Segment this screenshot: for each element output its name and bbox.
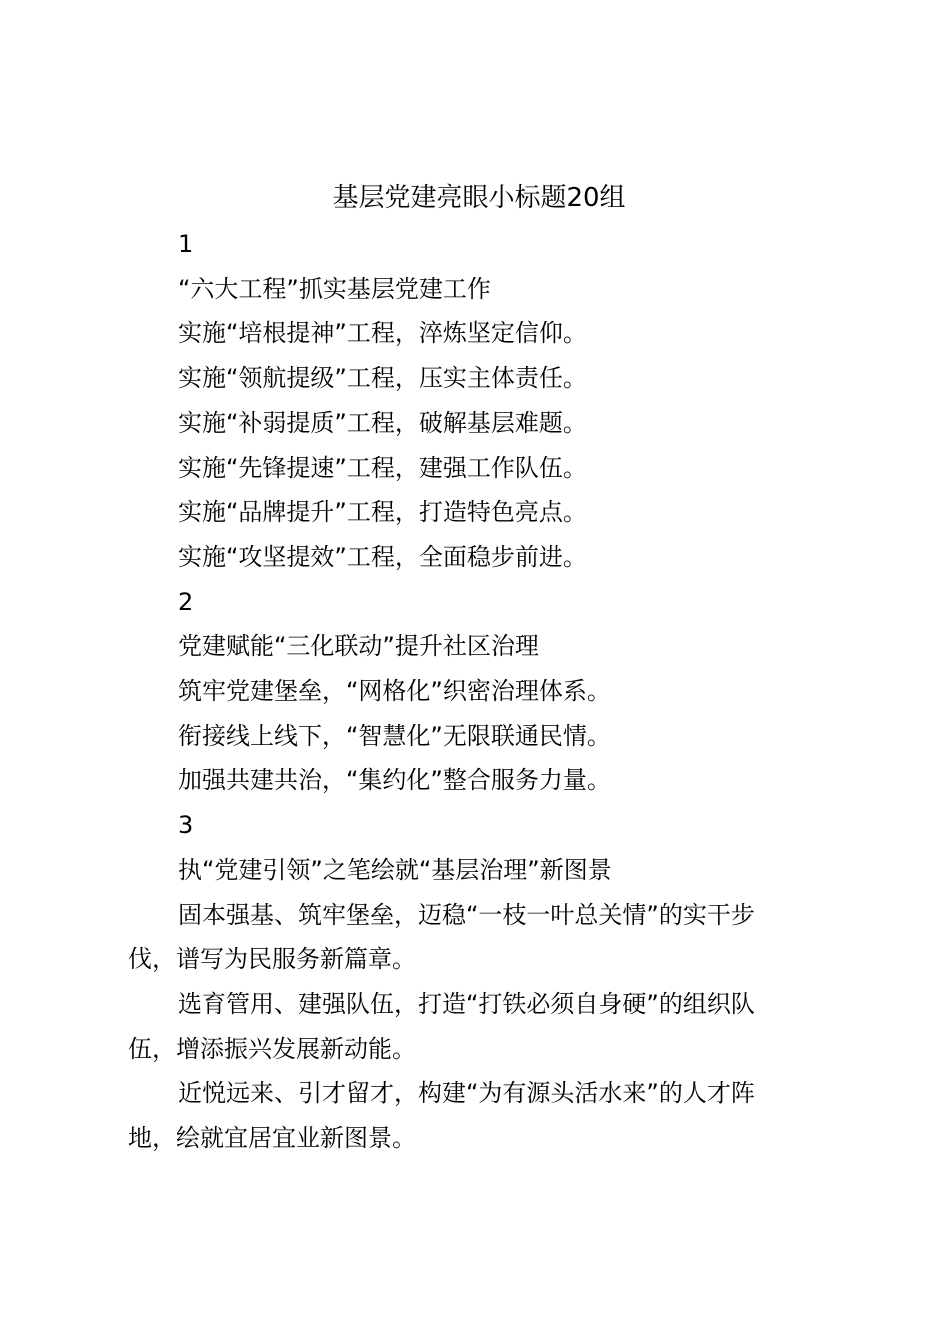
group-paragraph: 固本强基、筑牢堡垒，迈稳“一枝一叶总关情”的实干步伐，谱写为民服务新篇章。: [128, 900, 755, 974]
group-line: 筑牢党建堡垒，“网格化”织密治理体系。: [178, 677, 611, 706]
group-number: 1: [178, 230, 194, 258]
group-heading: 党建赋能“三化联动”提升社区治理: [178, 632, 539, 661]
group-line: 实施“攻坚提效”工程，全面稳步前进。: [178, 542, 587, 571]
group-line: 实施“先锋提速”工程，建强工作队伍。: [178, 453, 587, 482]
group-line: 实施“培根提神”工程，淬炼坚定信仰。: [178, 319, 587, 348]
group-heading: “六大工程”抓实基层党建工作: [178, 274, 491, 303]
group-line: 实施“领航提级”工程，压实主体责任。: [178, 364, 587, 393]
document-body: [128, 222, 798, 1161]
group-paragraph: 选育管用、建强队伍，打造“打铁必须自身硬”的组织队伍，增添振兴发展新动能。: [128, 989, 755, 1063]
group-paragraph: 近悦远来、引才留才，构建“为有源头活水来”的人才阵地，绘就宜居宜业新图景。: [128, 1079, 755, 1153]
group-line: 衔接线上线下，“智慧化”无限联通民情。: [178, 721, 611, 750]
document-title: 基层党建亮眼小标题20组: [332, 183, 626, 213]
group-heading: 执“党建引领”之笔绘就“基层治理”新图景: [178, 855, 612, 884]
group-line: 加强共建共治，“集约化”整合服务力量。: [178, 766, 611, 795]
group-number: 2: [178, 587, 194, 616]
group-line: 实施“补弱提质”工程，破解基层难题。: [178, 408, 587, 437]
group-number: 3: [178, 811, 194, 840]
group-line: 实施“品牌提升”工程，打造特色亮点。: [178, 498, 587, 527]
